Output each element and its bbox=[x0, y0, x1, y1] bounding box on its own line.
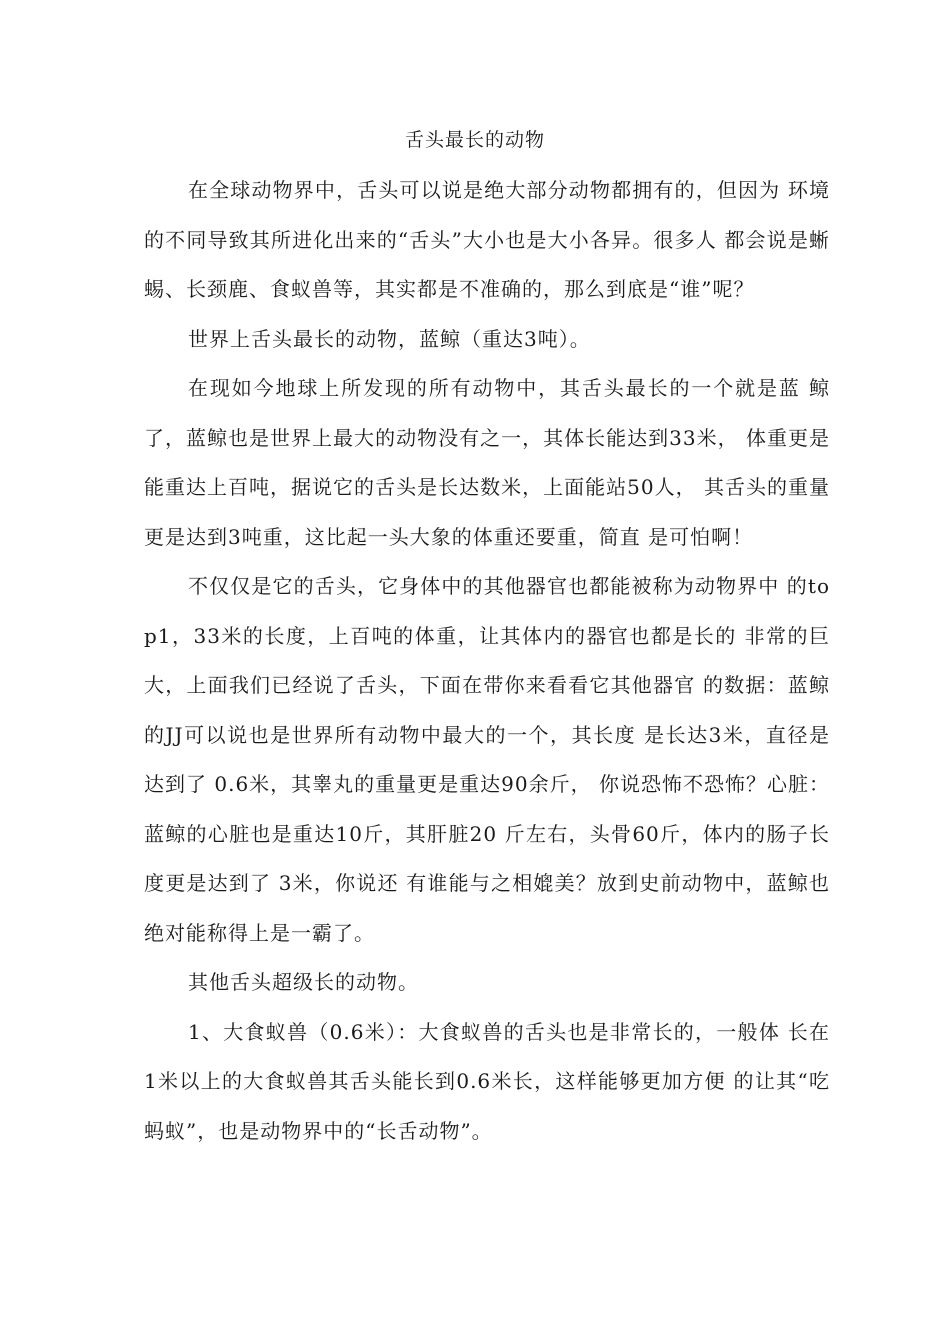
paragraph-blue-whale: 在现如今地球上所发现的所有动物中，其舌头最长的一个就是蓝 鲸了，蓝鲸也是世界上最大的动物没有之一，其体长能达到33米， 体重更是能重达上百吨，据说它的舌头是长达数米，上面能站50人， 其舌头的重量更是达到3吨重，这比起一头大象的体重还要重，简直 是可怕啊！ bbox=[144, 376, 830, 549]
paragraph-answer: 世界上舌头最长的动物，蓝鲸（重达3吨）。 bbox=[188, 326, 591, 351]
paragraph-others-heading: 其他舌头超级长的动物。 bbox=[188, 970, 419, 994]
document-body bbox=[144, 166, 830, 1156]
paragraph-organs: 不仅仅是它的舌头，它身体中的其他器官也都能被称为动物界中 的top1，33米的长度，上百吨的体重，让其体内的器官也都是长的 非常的巨大，上面我们已经说了舌头，下面在带你来看看它其他器官 的数据：蓝鲸的JJ可以说也是世界所有动物中最大的一个，其长度 是长达3米，直径是达到了 0.6米，其睾丸的重量更是重达90余斤， 你说恐怖不恐怖？心脏：蓝鲸的心脏也是重达10斤，其肝脏20 斤左右，头骨60斤，体内的肠子长度更是达到了 3米，你说还 有谁能与之相媲美？放到史前动物中，蓝鲸也绝对能称得上是一霸了。 bbox=[144, 574, 830, 945]
document-title: 舌头最长的动物 bbox=[404, 129, 545, 151]
paragraph-intro: 在全球动物界中，舌头可以说是绝大部分动物都拥有的，但因为 环境的不同导致其所进化出来的“舌头”大小也是大小各异。很多人 都会说是蜥蜴、长颈鹿、食蚁兽等，其实都是不准确的，那么到底是“谁”呢？ bbox=[144, 178, 830, 301]
paragraph-anteater: 1、大食蚁兽（0.6米）：大食蚁兽的舌头也是非常长的，一般体 长在1米以上的大食蚁兽其舌头能长到0.6米长，这样能够更加方便 的让其“吃蚂蚁”，也是动物界中的“长舌动物”。 bbox=[144, 1019, 830, 1143]
